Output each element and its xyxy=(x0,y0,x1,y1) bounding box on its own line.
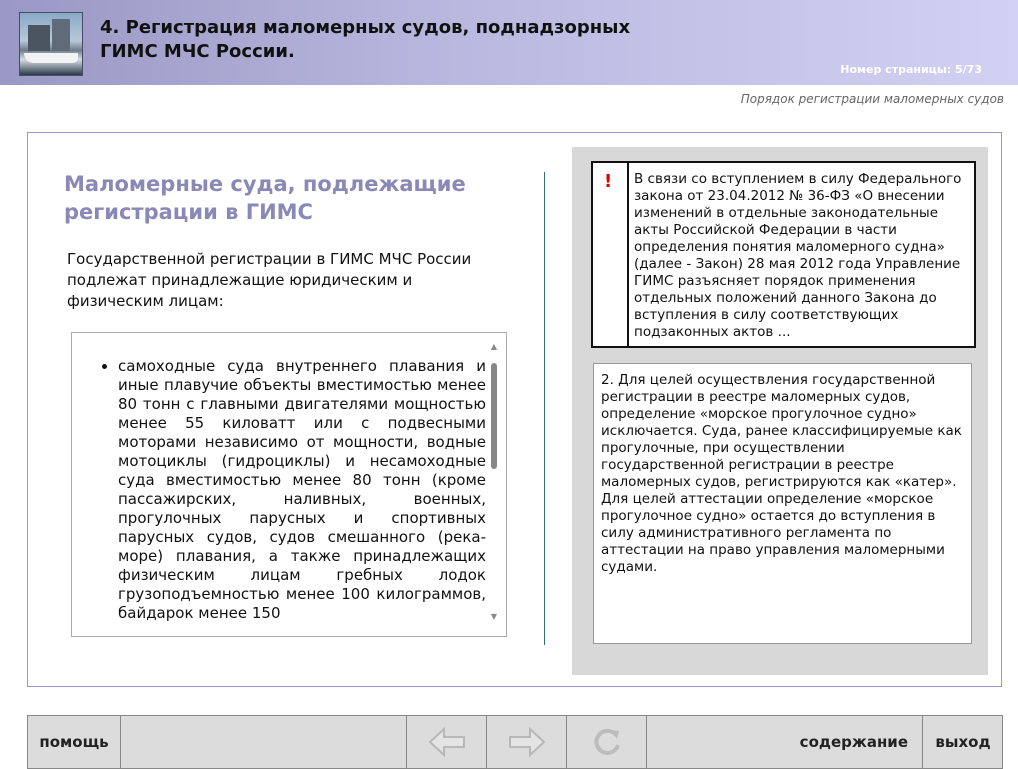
clarification-box xyxy=(593,363,972,644)
back-button[interactable] xyxy=(407,716,487,768)
law-note-text: В связи со вступлением в силу Федерального закона от 23.04.2012 № 36-ФЗ «О внесении изменений в отдельные законодательные акты Российской Федерации в части определения понятия маломерного судна» (далее - Закон) 28 мая 2012 года Управление ГИМС разъясняет порядок применения отдельных положений данного Закона до вступления в силу соответствующих подзаконных актов ... xyxy=(634,171,962,340)
header-photo xyxy=(19,12,83,76)
contents-button[interactable] xyxy=(647,716,923,768)
scroll-up-icon[interactable]: ▲ xyxy=(490,342,498,351)
clarification-text: 2. Для целей осуществления государственной регистрации в реестре маломерных судов, определение «морское прогулочное судно» исключается. Суда, ранее классифицируемые как прогулочные, при осуществлении государственной регистрации в реестре маломерных судов, регистрируются как «катер». Для целей аттестации определение «морское прогулочное судно» остается до вступления в силу административного регламента по аттестации на право управления маломерными судами. xyxy=(601,372,962,575)
forward-button[interactable] xyxy=(487,716,567,768)
page-title: 4. Регистрация маломерных судов, поднадзорных ГИМС МЧС России. xyxy=(100,17,631,62)
warning-icon: ! xyxy=(593,163,629,346)
list-item: • самоходные суда внутреннего плавания и иные плавучие объекты вместимостью менее 80 тонн с главными двигателями мощностью менее 55 киловатт или с подвесными моторами независимо от мощности, водные мотоциклы (гидроциклы) и несамоходные суда вместимостью менее 80 тонн (кроме пассажирских, наливных, военных, прогулочных парусных и спортивных парусных судов, судов смешанного (река-море) плавания, а также принадлежащих физическим лицам гребных лодок грузоподъемностью менее 100 килограммов, байдарок менее 150 xyxy=(118,357,486,623)
page-number: Номер страницы: 5/73 xyxy=(840,63,982,76)
vessel-list xyxy=(72,357,486,623)
scroll-down-icon[interactable]: ▼ xyxy=(490,612,498,621)
column-divider xyxy=(544,172,545,645)
exit-button-label: выход xyxy=(935,733,991,751)
intro-text: Государственной регистрации в ГИМС МЧС России подлежат принадлежащие юридическим и физическим лицам: xyxy=(67,250,472,310)
breadcrumb: Порядок регистрации маломерных судов xyxy=(740,92,1004,106)
exit-button[interactable] xyxy=(924,716,1002,768)
header-bar xyxy=(0,0,1018,85)
bottom-nav-bar xyxy=(27,715,1003,769)
arrow-left-icon xyxy=(426,725,468,759)
help-button[interactable] xyxy=(28,716,121,768)
contents-button-label: содержание xyxy=(799,733,908,751)
refresh-icon xyxy=(590,725,624,759)
scroll-list-box[interactable] xyxy=(71,332,507,637)
arrow-right-icon xyxy=(506,725,548,759)
scrollbar-thumb[interactable] xyxy=(491,363,497,469)
law-note-box xyxy=(591,161,976,348)
list-scrollbar[interactable] xyxy=(489,343,499,623)
help-button-label: помощь xyxy=(39,733,109,751)
nav-spacer xyxy=(121,716,407,768)
refresh-button[interactable] xyxy=(567,716,647,768)
section-title: Маломерные суда, подлежащие регистрации в ГИМС xyxy=(64,172,466,224)
